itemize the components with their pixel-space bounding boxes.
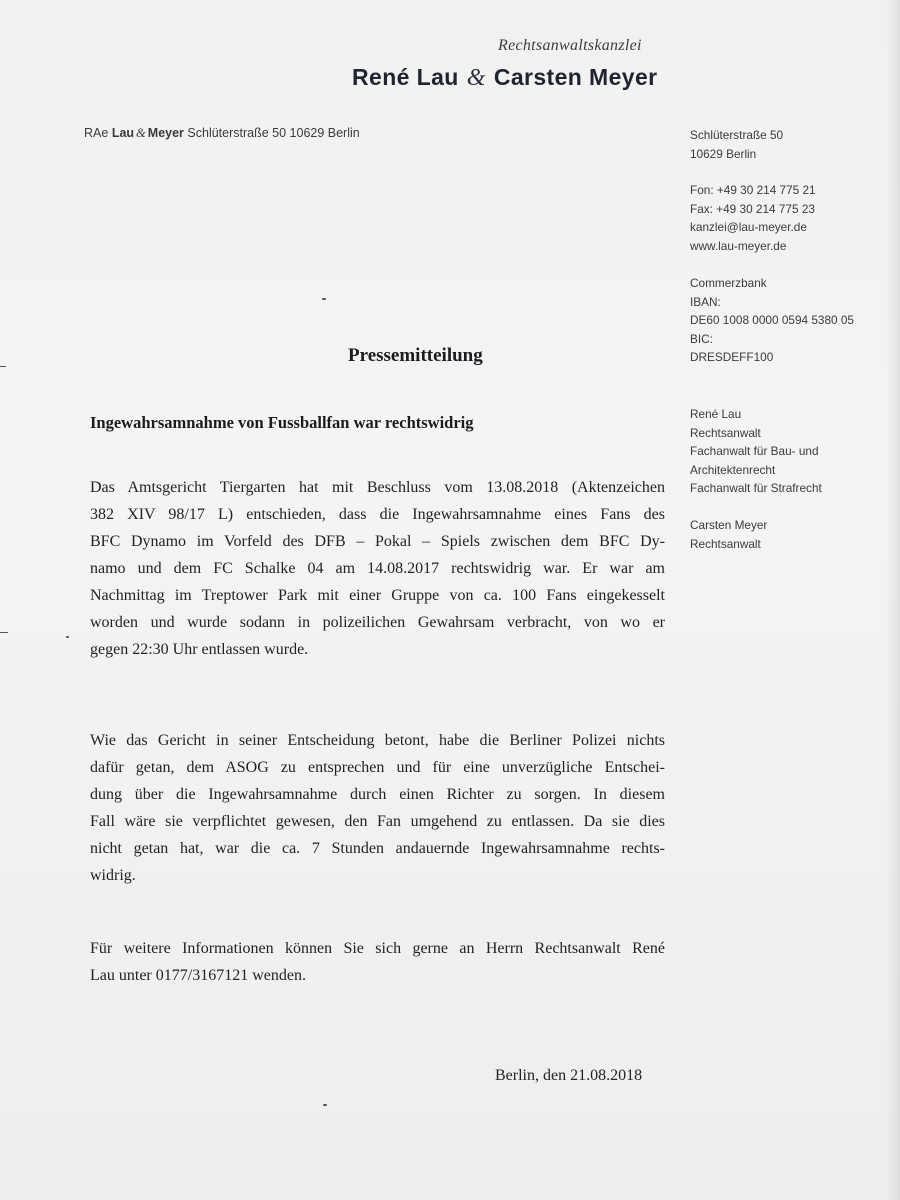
firm-subtitle: Rechtsanwaltskanzlei: [498, 37, 642, 54]
return-prefix: RAe: [84, 126, 109, 140]
text-line: worden und wurde sodann in polizeilichen Gewahrsam verbracht, von wo er: [90, 614, 665, 631]
page-edge-shadow: [886, 0, 900, 1200]
place-date: Berlin, den 21.08.2018: [495, 1067, 643, 1084]
firm-name: [352, 64, 658, 92]
paragraph-2: [90, 727, 665, 889]
sidebar-line: Schlüterstraße 50: [690, 128, 784, 142]
paper-speck: [323, 1104, 327, 1106]
document-title: Pressemitteilung: [348, 345, 483, 366]
sidebar-bic: DRESDEFF100: [690, 350, 774, 364]
document-headline: Ingewahrsamnahme von Fussballfan war rechtswidrig: [90, 413, 474, 432]
sidebar-website: www.lau-meyer.de: [690, 238, 787, 253]
sidebar-lawyer-lau: [690, 405, 822, 498]
text-line: Wie das Gericht in seiner Entscheidung betont, habe die Berliner Polizei nichts: [90, 732, 665, 749]
text-line: Nachmittag im Treptower Park mit einer Gruppe von ca. 100 Fans eingekesselt: [90, 587, 665, 604]
paragraph-1: [90, 474, 665, 663]
sidebar-email: kanzlei@lau-meyer.de: [690, 220, 807, 234]
text-line: Für weitere Informationen können Sie sich gerne an Herrn Rechtsanwalt René: [90, 940, 665, 957]
paragraph-3: [90, 935, 665, 989]
sidebar-line: René Lau: [690, 407, 742, 421]
text-line: BFC Dynamo im Vorfeld des DFB – Pokal – Spiels zwischen dem BFC Dy-: [90, 533, 665, 550]
sidebar-line: Rechtsanwalt: [690, 425, 761, 440]
sidebar-line: BIC:: [690, 331, 713, 346]
sidebar-line: Rechtsanwalt: [690, 536, 761, 551]
sidebar-line: Carsten Meyer: [690, 518, 768, 532]
text-line: gegen 22:30 Uhr entlassen wurde.: [90, 641, 309, 658]
text-line: widrig.: [90, 867, 136, 884]
sidebar-phone: Fon: +49 30 214 775 21: [690, 183, 816, 197]
sidebar-address: [690, 126, 783, 163]
text-line: dafür getan, dem ASOG zu entsprechen und für eine unverzügliche Entschei-: [90, 759, 665, 776]
text-line: namo und dem FC Schalke 04 am 14.08.2017 rechtswidrig war. Er war am: [90, 560, 665, 577]
text-line: Das Amtsgericht Tiergarten hat mit Beschluss vom 13.08.2018 (Aktenzeichen: [90, 479, 665, 496]
sidebar-line: Commerzbank: [690, 276, 767, 290]
sidebar-iban: DE60 1008 0000 0594 5380 05: [690, 313, 854, 327]
sidebar-contact: [690, 181, 816, 255]
text-line: dung über die Ingewahrsamnahme durch einen Richter zu sorgen. In diesem: [90, 786, 665, 803]
sidebar-line: Fachanwalt für Strafrecht: [690, 481, 822, 495]
firm-partner-2: Carsten Meyer: [493, 64, 658, 90]
firm-partner-1: René Lau: [352, 64, 459, 90]
text-line: nicht getan hat, war die ca. 7 Stunden andauernde Ingewahrsamnahme rechts-: [90, 840, 665, 857]
sidebar-line: Architektenrecht: [690, 462, 776, 477]
return-ampersand: &: [136, 126, 146, 140]
sidebar-line: IBAN:: [690, 294, 721, 309]
paper-speck: [322, 298, 326, 300]
return-street: Schlüterstraße 50 10629 Berlin: [187, 126, 360, 140]
text-line: Fall wäre sie verpflichtet gewesen, den Fan umgehend zu entlassen. Da sie dies: [90, 813, 665, 830]
sidebar-line: Fachanwalt für Bau- und: [690, 444, 819, 458]
sidebar-lawyer-meyer: [690, 516, 767, 553]
firm-ampersand: &: [466, 65, 486, 91]
text-line: Lau unter 0177/3167121 wenden.: [90, 967, 306, 984]
return-name-2: Meyer: [147, 126, 184, 140]
paper-speck: [66, 636, 69, 638]
fold-mark: [0, 632, 8, 633]
sidebar-bank: [690, 274, 854, 367]
text-line: 382 XIV 98/17 L) entschieden, dass die Ingewahrsamnahme eines Fans des: [90, 506, 665, 523]
sidebar-line: 10629 Berlin: [690, 146, 757, 161]
return-name-1: Lau: [111, 126, 135, 140]
fold-mark: [0, 366, 6, 367]
sidebar-fax: Fax: +49 30 214 775 23: [690, 201, 815, 216]
return-address: [84, 126, 360, 141]
